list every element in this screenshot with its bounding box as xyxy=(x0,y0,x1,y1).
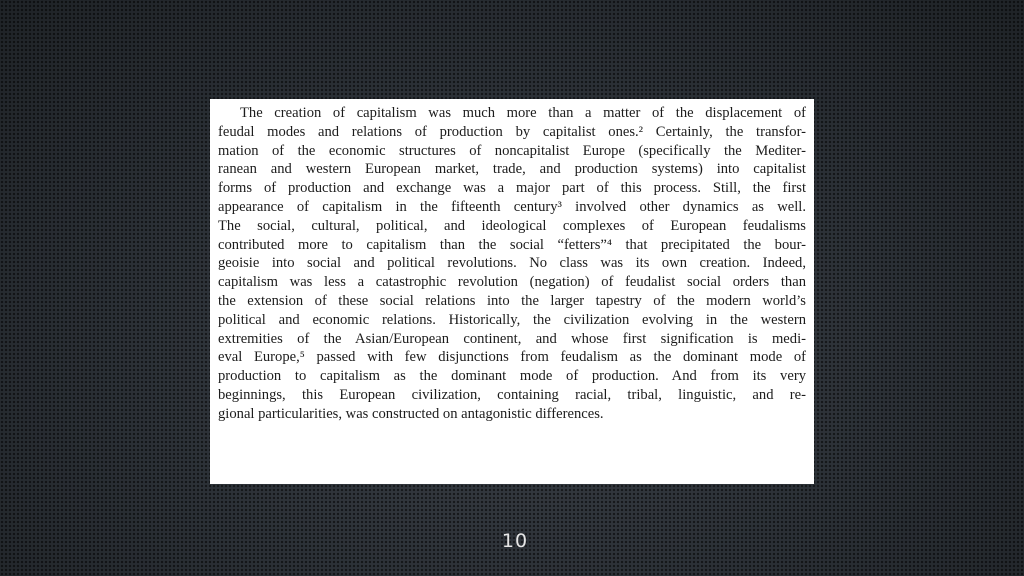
excerpt-line: The social, cultural, political, and ideological complexes of European feudalisms xyxy=(218,217,806,234)
excerpt-line: gional particularities, was constructed on antagonistic differences. xyxy=(218,405,604,422)
excerpt-line: mation of the economic structures of noncapitalist Europe (specifically the Mediter- xyxy=(218,142,806,159)
excerpt-line: production to capitalism as the dominant mode of production. And from its very xyxy=(218,368,806,385)
excerpt-line: eval Europe,⁵ passed with few disjunctions from feudalism as the dominant mode of xyxy=(218,349,806,366)
excerpt-line: feudal modes and relations of production by capitalist ones.² Certainly, the transfor- xyxy=(218,123,806,140)
excerpt-line: beginnings, this European civilization, containing racial, tribal, linguistic, and re- xyxy=(218,386,806,403)
text-excerpt xyxy=(210,99,814,484)
excerpt-line: forms of production and exchange was a major part of this process. Still, the first xyxy=(218,180,806,197)
excerpt-line: extremities of the Asian/European continent, and whose first signification is medi- xyxy=(218,330,806,347)
excerpt-line: geoisie into social and political revolutions. No class was its own creation. Indeed, xyxy=(218,255,806,272)
excerpt-line: appearance of capitalism in the fifteenth century³ involved other dynamics as well. xyxy=(218,198,806,215)
excerpt-line: The creation of capitalism was much more than a matter of the displacement of xyxy=(240,105,806,121)
excerpt-line: capitalism was less a catastrophic revolution (negation) of feudalist social orders than xyxy=(218,274,806,291)
excerpt-line: ranean and western European market, trade, and production systems) into capitalist xyxy=(218,161,806,178)
excerpt-line: the extension of these social relations into the larger tapestry of the modern world’s xyxy=(218,292,806,309)
excerpt-line: contributed more to capitalism than the social “fetters”⁴ that precipitated the bour- xyxy=(218,236,806,253)
excerpt-line: political and economic relations. Historically, the civilization evolving in the western xyxy=(218,311,806,328)
slide-number: 10 xyxy=(501,530,529,552)
